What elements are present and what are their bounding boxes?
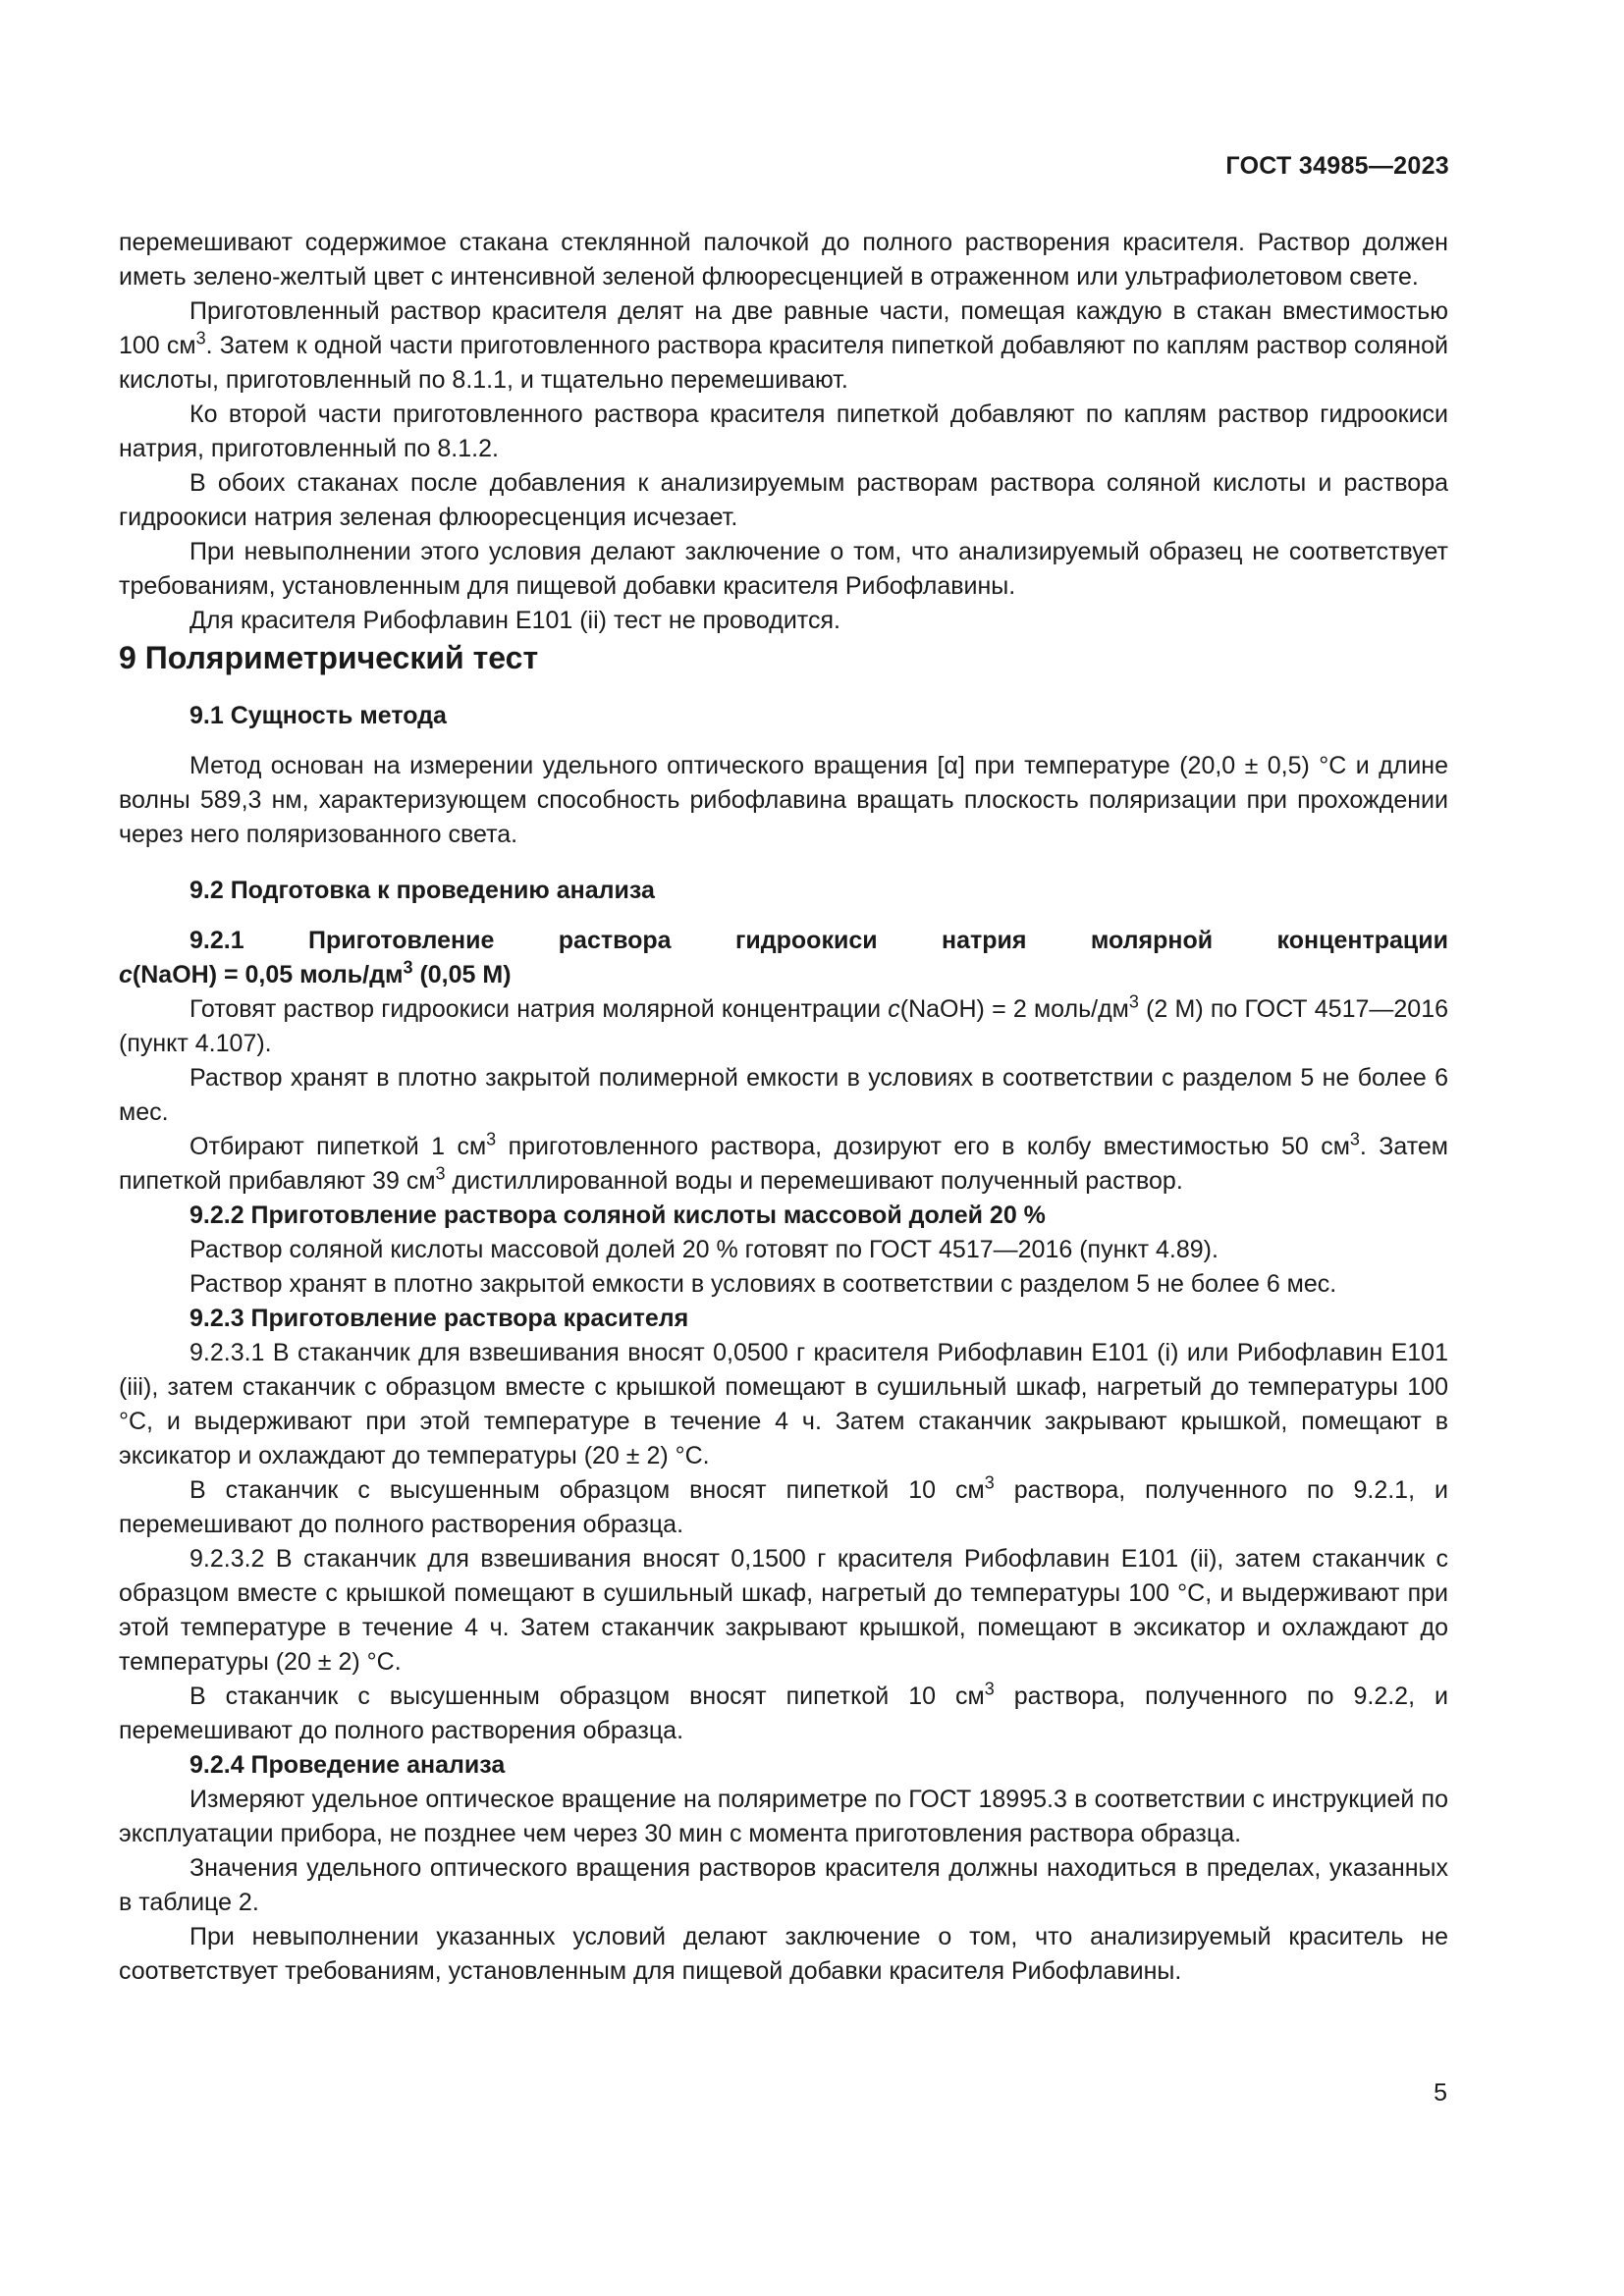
paragraph: В обоих стаканах после добавления к анализируемым растворам раствора соляной кислоты и раствора гидроокиси натрия зеленая флюоресценция исчезает. bbox=[119, 469, 1448, 531]
paragraph: 9.2.3.1 В стаканчик для взвешивания вносят 0,0500 г красителя Рибофлавин Е101 (i) или Рибофлавин Е101 (iii), затем стаканчик с образцом вместе с крышкой помещают в сушильный шкаф, нагретый до температуры 100 °С, и выдерживают при этой температуре в течение 4 ч. Затем стаканчик закрывают крышкой, помещают в эксикатор и охлаждают до температуры (20 ± 2) °С. bbox=[119, 1339, 1448, 1469]
section-heading: 9 Поляриметрический тест bbox=[119, 640, 539, 675]
clause-heading: 9.2.3 Приготовление раствора красителя bbox=[189, 1305, 689, 1332]
paragraph: Отбирают пипеткой 1 $см^3$ приготовленного раствора, дозируют его в колбу вместимостью 50 $см^3$. Затем пипеткой прибавляют 39 $см^3$ дистиллированной воды и перемешивают полученный раствор. bbox=[119, 1129, 1448, 1195]
clause-heading: 9.2.2 Приготовление раствора соляной кислоты массовой долей 20 % bbox=[189, 1201, 1046, 1229]
paragraph: Для красителя Рибофлавин Е101 (ii) тест не проводится. bbox=[189, 607, 840, 634]
clause-heading: 9.2.1 Приготовление раствора гидроокиси натрия молярной концентрации bbox=[189, 927, 1448, 954]
paragraph: Измеряют удельное оптическое вращение на поляриметре по ГОСТ 18995.3 в соответствии с инструкцией по эксплуатации прибора, не позднее чем через 30 мин с момента приготовления раствора образца. bbox=[119, 1786, 1448, 1847]
paragraph: В стаканчик с высушенным образцом вносят пипеткой 10 $см^3$ раствора, полученного по 9.2.1, и перемешивают до полного растворения образца. bbox=[119, 1472, 1448, 1538]
subsection-heading: 9.1 Сущность метода bbox=[189, 702, 447, 729]
page-number: 5 bbox=[1434, 2079, 1447, 2107]
paragraph: Раствор соляной кислоты массовой долей 20 % готовят по ГОСТ 4517—2016 (пункт 4.89). bbox=[189, 1236, 1218, 1263]
paragraph: При невыполнении указанных условий делают заключение о том, что анализируемый краситель не соответствует требованиям, установленным для пищевой добавки красителя Рибофлавины. bbox=[119, 1923, 1448, 1985]
document-header-id: ГОСТ 34985—2023 bbox=[1225, 152, 1449, 180]
paragraph: перемешивают содержимое стакана стеклянной палочкой до полного растворения красителя. Раствор должен иметь зелено-желтый цвет с интенсивной зеленой флюоресценцией в отраженном или ультрафиолетовом свете. bbox=[119, 229, 1448, 291]
paragraph: При невыполнении этого условия делают заключение о том, что анализируемый образец не соответствует требованиям, установленным для пищевой добавки красителя Рибофлавины. bbox=[119, 538, 1448, 600]
clause-heading: 9.2.4 Проведение анализа bbox=[189, 1751, 506, 1779]
paragraph: Раствор хранят в плотно закрытой емкости в условиях в соответствии с разделом 5 не более 6 мес. bbox=[189, 1270, 1337, 1298]
subsection-heading: 9.2 Подготовка к проведению анализа bbox=[189, 877, 655, 904]
paragraph: В стаканчик с высушенным образцом вносят пипеткой 10 $см^3$ раствора, полученного по 9.2.2, и перемешивают до полного растворения образца. bbox=[119, 1679, 1448, 1744]
paragraph: 9.2.3.2 В стаканчик для взвешивания вносят 0,1500 г красителя Рибофлавин Е101 (ii), затем стаканчик с образцом вместе с крышкой помещают в сушильный шкаф, нагретый до температуры 100 °С, и выдерживают при этой температуре в течение 4 ч. Затем стаканчик закрывают крышкой, помещают в эксикатор и охлаждают до температуры (20 ± 2) °С. bbox=[119, 1545, 1448, 1676]
paragraph: Готовят раствор гидроокиси натрия молярной концентрации c(NaOH) = 2 моль/$дм^3$ (2 М) по ГОСТ 4517—2016 (пункт 4.107). bbox=[119, 991, 1449, 1057]
document-body bbox=[119, 226, 1448, 1989]
paragraph: Ко второй части приготовленного раствора красителя пипеткой добавляют по каплям раствор гидроокиси натрия, приготовленный по 8.1.2. bbox=[119, 400, 1448, 462]
paragraph: Приготовленный раствор красителя делят на две равные части, помещая каждую в стакан вместимостью 100 $см^3$. Затем к одной части приготовленного раствора красителя пипеткой добавляют по каплям раствор соляной кислоты, приготовленный по 8.1.1, и тщательно перемешивают. bbox=[119, 297, 1448, 394]
paragraph: Метод основан на измерении удельного оптического вращения [α] при температуре (20,0 ± 0,5) °С и длине волны 589,3 нм, характеризующем способность рибофлавина вращать плоскость поляризации при прохождении через него поляризованного света. bbox=[119, 752, 1448, 848]
clause-heading: c(NaOH) = 0,05 моль/$дм^3$ (0,05 М) bbox=[119, 957, 512, 988]
paragraph: Раствор хранят в плотно закрытой полимерной емкости в условиях в соответствии с разделом 5 не более 6 мес. bbox=[119, 1064, 1448, 1126]
paragraph: Значения удельного оптического вращения растворов красителя должны находиться в пределах, указанных в таблице 2. bbox=[119, 1854, 1448, 1916]
